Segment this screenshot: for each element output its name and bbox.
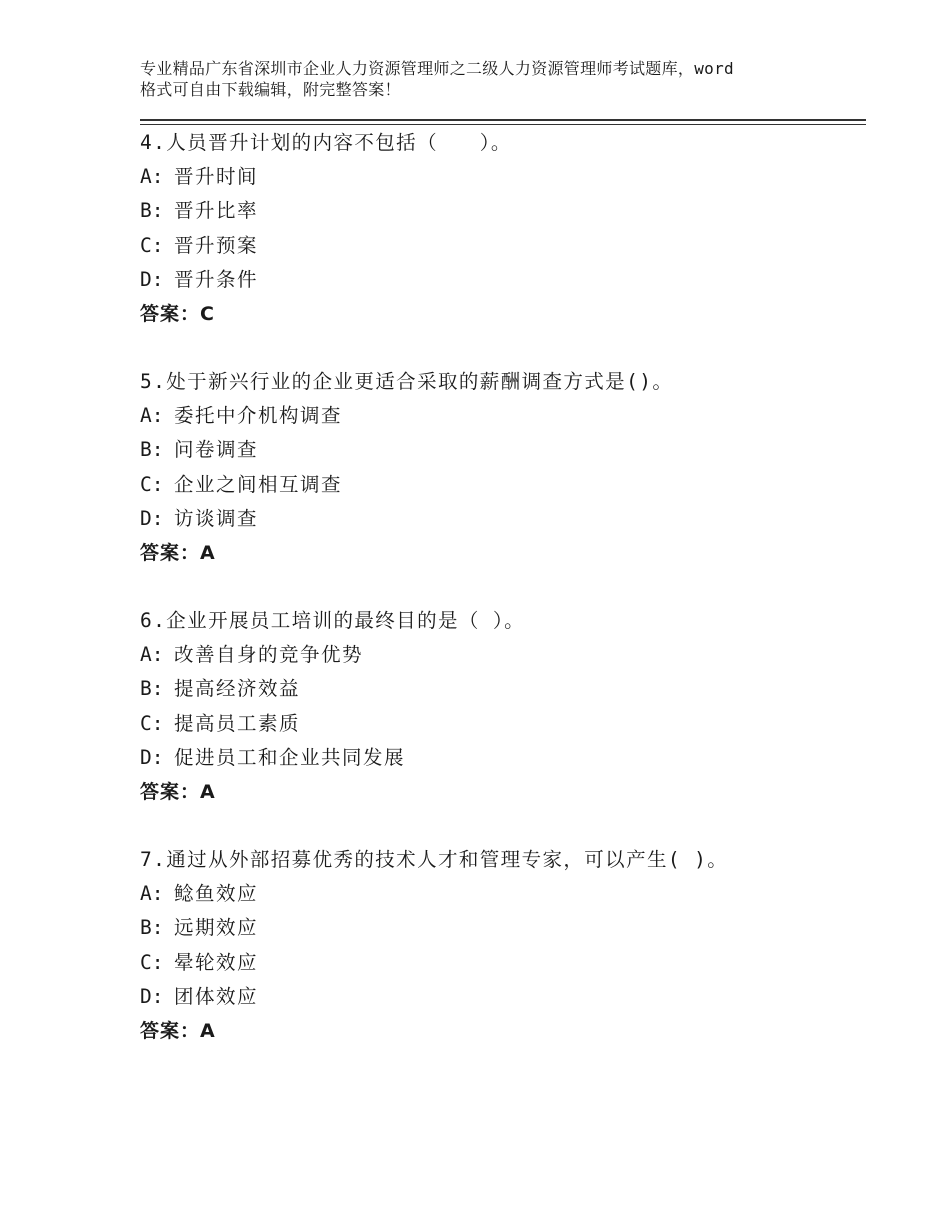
option-label: C: xyxy=(140,950,164,974)
question-block xyxy=(140,365,860,570)
option-a xyxy=(140,160,860,194)
option-a xyxy=(140,399,860,433)
question-stem: 7.通过从外部招募优秀的技术人才和管理专家，可以产生( )。 xyxy=(140,848,729,871)
option-text: 问卷调查 xyxy=(174,438,259,462)
option-text: 鲶鱼效应 xyxy=(174,882,259,906)
option-text: 提高经济效益 xyxy=(174,677,301,701)
option-c xyxy=(140,946,860,980)
option-text: 企业之间相互调查 xyxy=(174,472,343,496)
option-d xyxy=(140,980,860,1014)
option-d xyxy=(140,263,860,297)
option-a xyxy=(140,877,860,911)
option-c xyxy=(140,229,860,263)
option-text: 访谈调查 xyxy=(174,506,259,530)
option-text: 委托中介机构调查 xyxy=(174,404,343,428)
option-text: 团体效应 xyxy=(174,984,259,1008)
question-stem: 4.人员晋升计划的内容不包括（ ）。 xyxy=(140,131,512,154)
option-b xyxy=(140,194,860,228)
option-label: B: xyxy=(140,438,164,462)
answer-line: 答案：A xyxy=(140,541,216,564)
option-text: 改善自身的竞争优势 xyxy=(174,643,364,667)
option-label: D: xyxy=(140,984,164,1008)
option-b xyxy=(140,672,860,706)
option-text: 晋升比率 xyxy=(174,199,259,223)
option-label: A: xyxy=(140,165,164,189)
option-b xyxy=(140,911,860,945)
answer-line: 答案：C xyxy=(140,302,215,325)
header-divider-bottom xyxy=(140,124,866,125)
option-d xyxy=(140,741,860,775)
option-label: D: xyxy=(140,506,164,530)
option-a xyxy=(140,638,860,672)
option-label: C: xyxy=(140,472,164,496)
question-block xyxy=(140,843,860,1048)
option-text: 晕轮效应 xyxy=(174,950,259,974)
option-label: B: xyxy=(140,199,164,223)
option-c xyxy=(140,468,860,502)
option-c xyxy=(140,707,860,741)
option-label: B: xyxy=(140,677,164,701)
option-label: D: xyxy=(140,267,164,291)
question-stem: 5.处于新兴行业的企业更适合采取的薪酬调查方式是()。 xyxy=(140,370,674,393)
header-line-2: 格式可自由下载编辑，附完整答案！ xyxy=(140,80,401,99)
header-divider-top xyxy=(140,119,866,121)
question-stem: 6.企业开展员工培训的最终目的是（ ）。 xyxy=(140,609,525,632)
option-b xyxy=(140,433,860,467)
question-block xyxy=(140,126,860,331)
option-label: A: xyxy=(140,404,164,428)
answer-line: 答案：A xyxy=(140,780,216,803)
option-label: B: xyxy=(140,916,164,940)
option-text: 晋升条件 xyxy=(174,267,259,291)
option-label: C: xyxy=(140,233,164,257)
question-block xyxy=(140,604,860,809)
option-d xyxy=(140,502,860,536)
option-text: 提高员工素质 xyxy=(174,711,301,735)
option-text: 远期效应 xyxy=(174,916,259,940)
option-text: 晋升预案 xyxy=(174,233,259,257)
option-label: D: xyxy=(140,745,164,769)
option-label: A: xyxy=(140,643,164,667)
option-label: C: xyxy=(140,711,164,735)
answer-line: 答案：A xyxy=(140,1019,216,1042)
option-label: A: xyxy=(140,882,164,906)
option-text: 晋升时间 xyxy=(174,165,259,189)
option-text: 促进员工和企业共同发展 xyxy=(174,745,406,769)
document-header xyxy=(140,58,830,100)
header-line-1: 专业精品广东省深圳市企业人力资源管理师之二级人力资源管理师考试题库，word xyxy=(140,59,734,78)
